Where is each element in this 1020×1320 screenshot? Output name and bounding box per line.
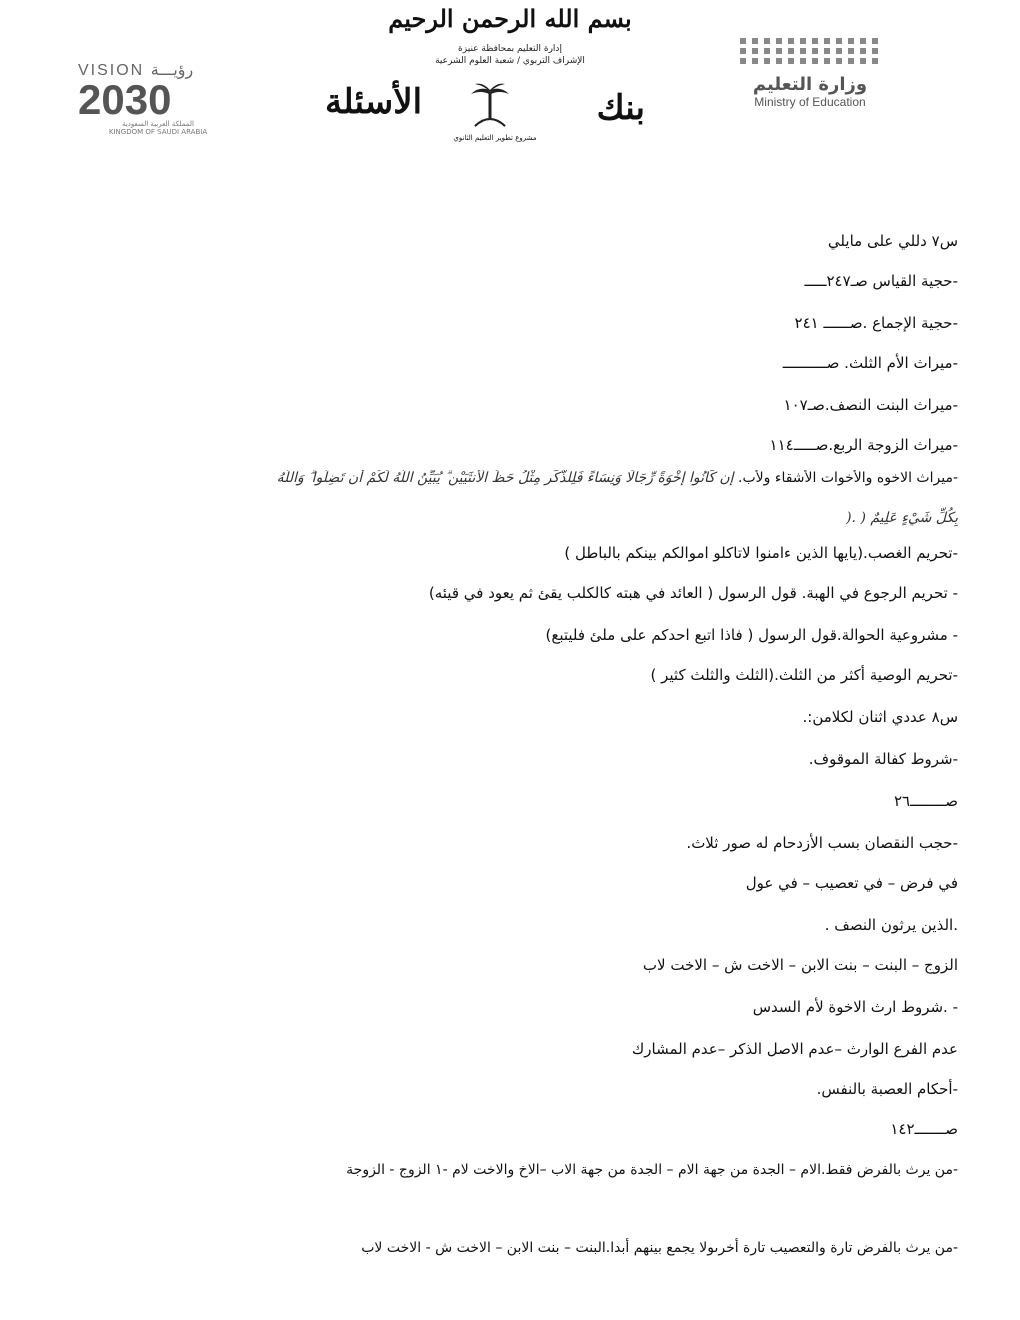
question-bank-logo — [325, 82, 645, 152]
vision-2030-logo — [78, 60, 238, 140]
q8-line-10: صـــــــ١٤٢ — [890, 1120, 958, 1138]
q7-item-8: - تحريم الرجوع في الهبة. قول الرسول ( العائد في هبته كالكلب يقئ ثم يعود في قيئه) — [428, 584, 958, 602]
quran-verse-end: بِكُلِّ شَيْءٍ عَلِيمٌ ( .( — [846, 510, 958, 526]
q7-item-6-text: -ميراث الاخوه والأخوات الأشقاء ولأب. — [738, 470, 958, 486]
vision-year: 2030 — [78, 76, 172, 123]
q7-title: س٧ دللي على مايلي — [827, 232, 958, 250]
q7-item-6 — [50, 470, 958, 486]
q8-line-11: -من يرث بالفرض فقط.الام – الجدة من جهة الام – الجدة من جهة الاب –الاخ والاخت لام -١ الزوج - الزوجة — [346, 1162, 958, 1178]
q8-line-6: الزوج – البنت – بنت الابن – الاخت ش – الاخت لاب — [642, 956, 958, 974]
bank-subtitle: مشروع تطوير التعليم الثانوي — [453, 134, 537, 142]
vision-en: VISION — [78, 62, 145, 79]
q8-line-8: عدم الفرع الوارث –عدم الاصل الذكر –عدم المشارك — [631, 1040, 958, 1058]
admin-line-1: إدارة التعليم بمحافظة عنيزة — [458, 44, 562, 54]
quran-verse: إِن كَانُوا إِخْوَةً رِّجَالًا وَنِسَاءً فَلِلذَّكَرِ مِثْلُ حَظِّ الْأُنثَيَيْنِ ۗ يُبَيِّنُ اللَّهُ لَكُمْ أَن تَضِلُّوا ۗ وَاللَّهُ — [276, 470, 734, 486]
q8-line-4: في فرض – في تعصيب – في عول — [745, 874, 958, 892]
admin-line-2: الإشراف التربوي / شعبة العلوم الشرعية — [435, 56, 585, 66]
bank-word-bank: بنك — [596, 88, 645, 128]
moe-name-ar: وزارة التعليم — [752, 74, 868, 95]
vision-ar: رؤيـــة — [150, 62, 194, 79]
q8-line-3: -حجب النقصان بسب الأزدحام له صور ثلاث. — [686, 834, 958, 852]
q8-line-9: -أحكام العصبة بالنفس. — [816, 1080, 958, 1098]
moe-dots-icon — [740, 38, 880, 64]
q7-item-9: - مشروعية الحوالة.قول الرسول ( فاذا اتبع احدكم على ملئ فليتبع) — [545, 626, 958, 644]
vision-kingdom-en: KINGDOM OF SAUDI ARABIA — [108, 128, 208, 136]
q7-item-2: -حجية الإجماع .صــــــ ٢٤١ — [794, 314, 958, 332]
moe-name-en: Ministry of Education — [754, 95, 866, 109]
moe-logo — [725, 38, 895, 138]
q7-item-10: -تحريم الوصية أكثر من الثلث.(الثلث والثلث كثير ) — [650, 666, 958, 684]
palm-swords-icon — [465, 82, 515, 132]
q8-line-7: - .شروط ارث الاخوة لأم السدس — [752, 998, 958, 1016]
q8-line-2: صــــــــ٢٦ — [893, 792, 958, 810]
vision-kingdom-ar: المملكة العربية السعودية — [122, 120, 194, 128]
bank-word-questions: الأسئلة — [325, 82, 423, 122]
q7-item-7: -تحريم الغصب.(يايها الذين ءامنوا لاتاكلو اموالكم بينكم بالباطل ) — [564, 544, 958, 562]
q7-item-3: -ميراث الأم الثلث. صــــــــــ — [782, 354, 958, 372]
q8-title: س٨ عددي اثنان لكلامن:. — [802, 708, 958, 726]
q7-item-5: -ميراث الزوجة الربع.صـــــ١١٤ — [769, 436, 958, 454]
q7-item-1: -حجية القياس صـ٢٤٧ـــــ — [804, 272, 958, 290]
q8-line-1: -شروط كفالة الموقوف. — [808, 750, 958, 768]
q8-line-12: -من يرث بالفرض تارة والتعصيب تارة أخرىولا يجمع بينهم أبدا.البنت – بنت الابن – الاخت ش - الاخت لاب — [361, 1240, 958, 1256]
q8-line-5: .الذين يرثون النصف . — [824, 916, 958, 934]
q7-item-4: -ميراث البنت النصف.صـ١٠٧ — [783, 396, 958, 414]
basmala: بسم الله الرحمن الرحيم — [388, 4, 632, 33]
